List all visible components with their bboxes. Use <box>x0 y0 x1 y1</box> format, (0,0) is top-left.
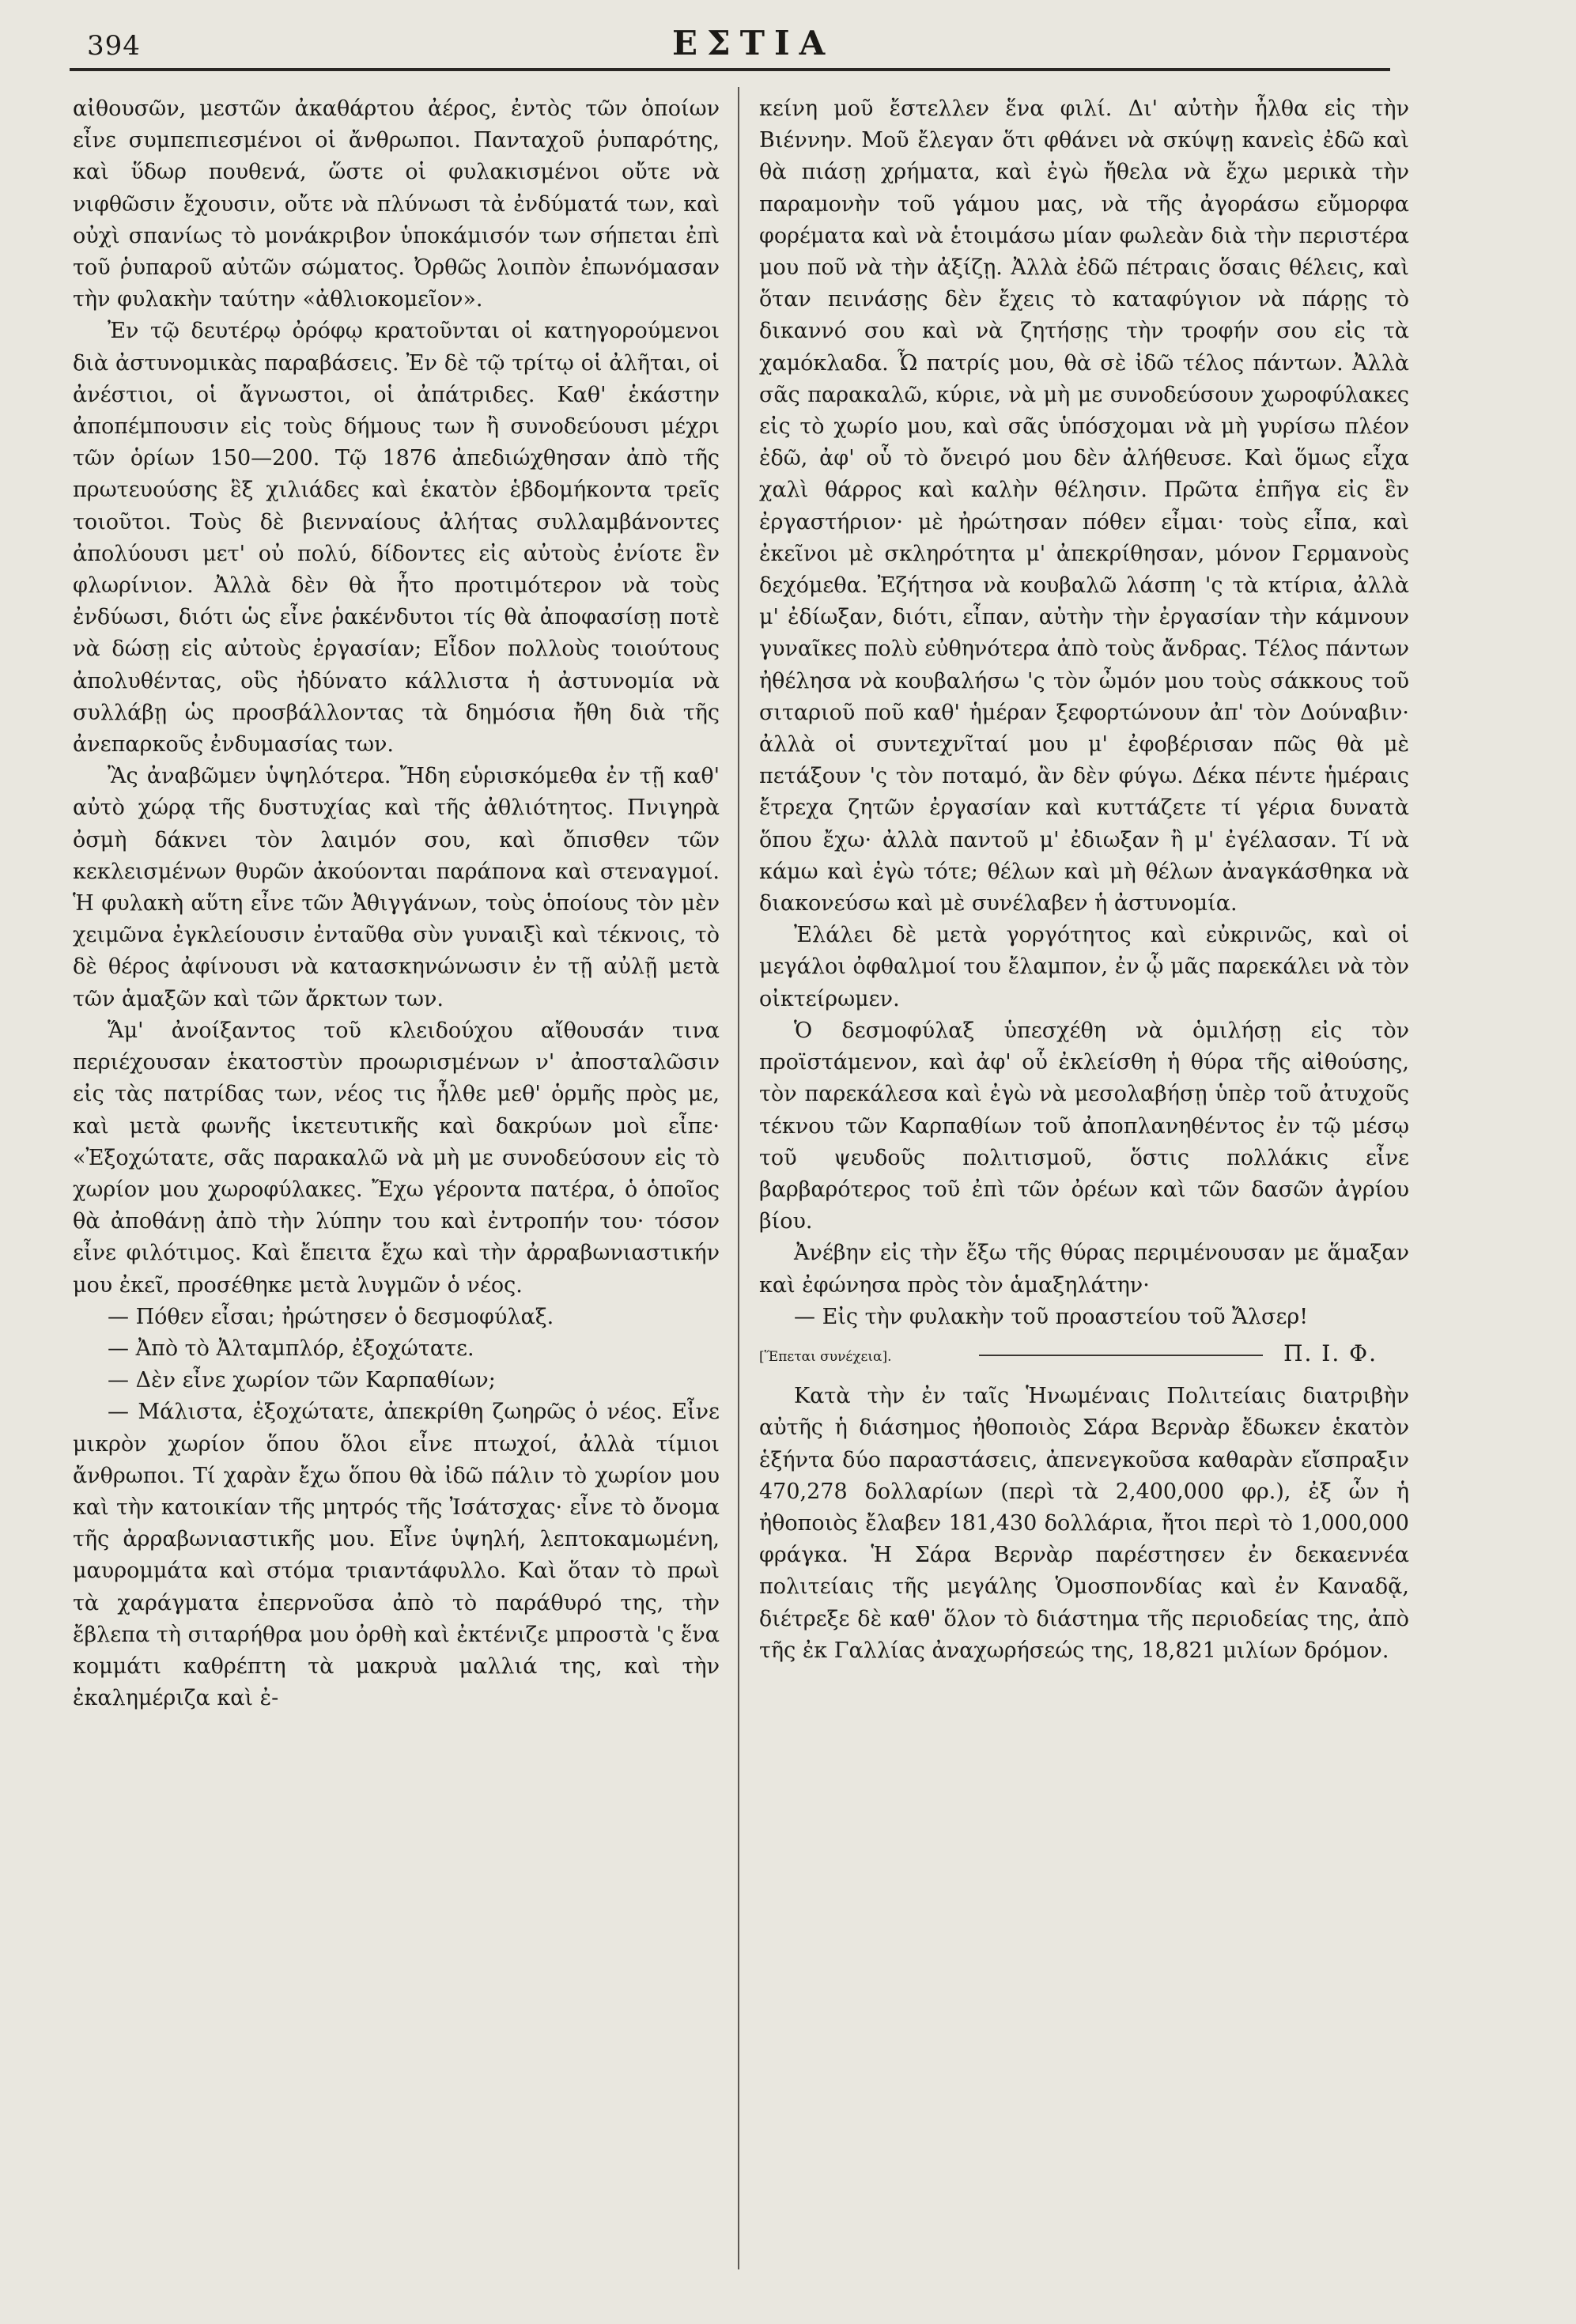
news-item: Κατὰ τὴν ἐν ταῖς Ἡνωμέναις Πολιτείαις διατριβὴν αὐτῆς ἡ διάσημος ἠθοποιὸς Σάρα Βερνὰρ ἔδωκεν ἑκατὸν ἑξήντα δύο παραστάσεις, ἀπενεγκοῦσα καθαρὰν εἴσπραξιν 470,278 δολλαρίων (περὶ τὰ 2,400,000 φρ.), ἐξ ὧν ἡ ἠθοποιὸς ἔλαβεν 181,430 δολλάρια, ἤτοι περὶ τὸ 1,000,000 φράγκα. Ἡ Σάρα Βερνὰρ παρέστησεν ἐν δεκαεννέα πολιτείαις τῆς μεγάλης Ὁμοσπονδίας καὶ ἐν Καναδᾷ, διέτρεξε δὲ καθ' ὅλον τὸ διάστημα τῆς περιοδείας της, ἀπὸ τῆς ἐκ Γαλλίας ἀναχωρήσεώς της, 18,821 μιλίων δρόμον. <box>759 1384 1409 1663</box>
page-number: 394 <box>87 30 141 62</box>
paragraph: κείνη μοῦ ἔστελλεν ἕνα φιλί. Δι' αὐτὴν ἦλθα εἰς τὴν Βιέννην. Μοῦ ἔλεγαν ὅτι φθάνει νὰ σκύψῃ κανεὶς ἐδῶ καὶ θὰ πιάσῃ χρήματα, καὶ ἐγὼ ἤθελα νὰ ἔχω μερικὰ τὴν παραμονὴν τοῦ γάμου μας, νὰ τῆς ἀγοράσω εὔμορφα φορέματα καὶ νὰ ἑτοιμάσω μίαν φωλεὰν διὰ τὴν περιστέρα μου ποῦ νὰ τὴν ἀξίζῃ. Ἀλλὰ ἐδῶ πέτραις ὅσαις θέλεις, καὶ ὅταν πεινάσῃς δὲν ἔχεις τὸ καταφύγιον νὰ πάρῃς τὸ δικαννό σου καὶ νὰ ζητήσῃς τὴν τροφήν σου εἰς τὰ χαμόκλαδα. Ὦ πατρίς μου, θὰ σὲ ἰδῶ τέλος πάντων. Ἀλλὰ σᾶς παρακαλῶ, κύριε, νὰ μὴ με συνοδεύσουν χωροφύλακες εἰς τὸ χωρίο μου, καὶ σᾶς ὑπόσχομαι νὰ μὴ γυρίσω πλέον ἐδῶ, ἀφ' οὗ τὸ ὄνειρό μου δὲν ἀλήθευσε. Καὶ ὅμως εἶχα χαλὶ θάρρος καὶ καλὴν θέλησιν. Πρῶτα ἐπῆγα εἰς ἓν ἐργαστήριον· μὲ ἠρώτησαν πόθεν εἶμαι· τοὺς εἶπα, καὶ ἐκεῖνοι μὲ σκληρότητα μ' ἀπεκρίθησαν, μόνον Γερμανοὺς δεχόμεθα. Ἐζήτησα νὰ κουβαλῶ λάσπη 'ς τὰ κτίρια, ἀλλὰ μ' ἐδίωξαν, διότι, εἶπαν, αὐτὴν τὴν ἐργασίαν τὴν κάμνουν γυναῖκες πολὺ εὐθηνότερα ἀπὸ τοὺς ἄνδρας. Τέλος πάντων ἠθέλησα νὰ κουβαλήσω 'ς τὸν ὦμόν μου τοὺς σάκκους τοῦ σιταριοῦ ποῦ καθ' ἡμέραν ξεφορτώνουν ἀπ' τὸν Δούναβιν· ἀλλὰ οἱ συντεχνῖταί μου μ' ἐφοβέρισαν πῶς θὰ μὲ πετάξουν 'ς τὸν ποταμό, ἂν δὲν φύγω. Δέκα πέντε ἡμέραις ἔτρεχα ζητῶν ἐργασίαν καὶ κυττάζετε τί γέρια δυνατὰ ὅπου ἔχω· ἀλλὰ παντοῦ μ' ἐδιωξαν ἢ μ' ἐγέλασαν. Τί νὰ κάμω καὶ ἐγὼ τότε; θέλων καὶ μὴ θέλων ἀναγκάσθηκα νὰ διακονεύσω καὶ μὲ συνέλαβεν ἡ ἀστυνομία. <box>759 96 1409 916</box>
paragraph: Ἐλάλει δὲ μετὰ γοργότητος καὶ εὐκρινῶς, καὶ οἱ μεγάλοι ὀφθαλμοί του ἔλαμπον, ἐν ᾧ μᾶς παρεκάλει νὰ τὸν οἰκτείρωμεν. <box>759 923 1409 1011</box>
author-signature: Π. Ι. Φ. <box>1283 1340 1378 1366</box>
column-divider <box>738 87 739 2269</box>
continuation-note: [Ἕπεται συνέχεια]. <box>759 1348 892 1365</box>
dialogue-line: — Πόθεν εἶσαι; ἠρώτησεν ὁ δεσμοφύλαξ. <box>108 1304 554 1329</box>
article-footer <box>759 1338 1409 1373</box>
paragraph: Ἀνέβην εἰς τὴν ἔξω τῆς θύρας περιμένουσαν με ἅμαξαν καὶ ἐφώνησα πρὸς τὸν ἁμαξηλάτην· <box>759 1241 1409 1298</box>
page-header <box>47 24 1392 66</box>
dialogue-line: — Εἰς τὴν φυλακὴν τοῦ προαστείου τοῦ Ἄλσερ! <box>794 1304 1309 1329</box>
paragraph: Ἂς ἀναβῶμεν ὑψηλότερα. Ἤδη εὑρισκόμεθα ἐν τῇ καθ' αὐτὸ χώρᾳ τῆς δυστυχίας καὶ τῆς ἀθλιότητος. Πνιγηρὰ ὀσμὴ δάκνει τὸν λαιμόν σου, καὶ ὄπισθεν τῶν κεκλεισμένων θυρῶν ἀκούονται παράπονα καὶ στεναγμοί. Ἡ φυλακὴ αὕτη εἶνε τῶν Ἀθιγγάνων, τοὺς ὁποίους τὸν μὲν χειμῶνα ἐγκλείουσιν ἐνταῦθα σὺν γυναιξὶ καὶ τέκνοις, τὸ δὲ θέρος ἀφίνουσι νὰ κατασκηνώνωσιν ἐν τῇ αὐλῇ μετὰ τῶν ἁμαξῶν καὶ τῶν ἄρκτων των. <box>73 764 720 1011</box>
separator-rule <box>979 1355 1264 1356</box>
dialogue-line: — Μάλιστα, ἐξοχώτατε, ἀπεκρίθη ζωηρῶς ὁ νέος. Εἶνε μικρὸν χωρίον ὅπου ὅλοι εἶνε πτωχοί, ἀλλὰ τίμιοι ἄνθρωποι. Τί χαρὰν ἔχω ὅπου θὰ ἰδῶ πάλιν τὸ χωρίον μου καὶ τὴν κατοικίαν τῆς μητρός τῆς Ἰσάτσχας· εἶνε τὸ ὄνομα τῆς ἀρραβωνιαστικῆς μου. Εἶνε ὑψηλή, λεπτοκαμωμένη, μαυρομμάτα καὶ στόμα τριαντάφυλλο. Καὶ ὅταν τὸ πρωὶ τὰ χαράγματα ἐπερνοῦσα ἀπὸ τὸ παράθυρό της, τὴν ἔβλεπα τὴ σιταρήθρα μου ὀρθὴ καὶ ἐκτένιζε μπροστὰ 'ς ἕνα κομμάτι καθρέπτη τὰ μακρυὰ μαλλιά της, καὶ τὴν ἐκαλημέριζα καὶ ἐ- <box>73 1400 720 1711</box>
right-column <box>759 93 1409 1667</box>
dialogue-line: — Δὲν εἶνε χωρίον τῶν Καρπαθίων; <box>108 1368 496 1393</box>
running-title: ΕΣΤΙΑ <box>672 24 835 62</box>
paragraph: Ὁ δεσμοφύλαξ ὑπεσχέθη νὰ ὁμιλήσῃ εἰς τὸν προϊστάμενον, καὶ ἀφ' οὗ ἐκλείσθη ἡ θύρα τῆς αἰθούσης, τὸν παρεκάλεσα καὶ ἐγὼ νὰ μεσολαβήσῃ ὑπὲρ τοῦ ἀτυχοῦς τέκνου τῶν Καρπαθίων τοῦ ἀποπλανηθέντος ἐν τῷ μέσῳ τοῦ ψευδοῦς πολιτισμοῦ, ὅστις πολλάκις εἶνε βαρβαρότερος τοῦ ἐπὶ τῶν ὀρέων καὶ τῶν δασῶν ἀγρίου βίου. <box>759 1018 1409 1234</box>
dialogue-line: — Ἀπὸ τὸ Ἀλταμπλόρ, ἐξοχώτατε. <box>108 1336 474 1361</box>
paragraph: αἰθουσῶν, μεστῶν ἀκαθάρτου ἀέρος, ἐντὸς τῶν ὁποίων εἶνε συμπεπιεσμένοι οἱ ἄνθρωποι. Πανταχοῦ ῥυπαρότης, καὶ ὕδωρ πουθενά, ὥστε οἱ φυλακισμένοι οὔτε νὰ νιφθῶσιν ἔχουσιν, οὔτε νὰ πλύνωσι τὰ ἐνδύματά των, καὶ οὐχὶ σπανίως τὸ μονάκριβον ὑποκάμισόν των σήπεται ἐπὶ τοῦ ῥυπαροῦ αὐτῶν σώματος. Ὀρθῶς λοιπὸν ἐπωνόμασαν τὴν φυλακὴν ταύτην «ἀθλιοκομεῖον». <box>73 96 720 312</box>
header-rule <box>70 68 1390 71</box>
paragraph: Ἅμ' ἀνοίξαντος τοῦ κλειδούχου αἴθουσάν τινα περιέχουσαν ἑκατοστὺν προωρισμένων ν' ἀποσταλῶσιν εἰς τὰς πατρίδας των, νέος τις ἦλθε μεθ' ὁρμῆς πρὸς με, καὶ μετὰ φωνῆς ἱκετευτικῆς καὶ δακρύων μοὶ εἶπε· «Ἐξοχώτατε, σᾶς παρακαλῶ νὰ μὴ με συνοδεύσουν εἰς τὸ χωρίον μου χωροφύλακες. Ἔχω γέροντα πατέρα, ὁ ὁποῖος θὰ ἀποθάνῃ ἀπὸ τὴν λύπην του καὶ ἐντροπήν του· τόσον εἶνε φιλότιμος. Καὶ ἔπειτα ἔχω καὶ τὴν ἀρραβωνιαστικήν μου ἐκεῖ, προσέθηκε μετὰ λυγμῶν ὁ νέος. <box>73 1018 720 1298</box>
paragraph: Ἐν τῷ δευτέρῳ ὀρόφῳ κρατοῦνται οἱ κατηγορούμενοι διὰ ἀστυνομικὰς παραβάσεις. Ἐν δὲ τῷ τρίτῳ οἱ ἀλῆται, οἱ ἀνέστιοι, οἱ ἄγνωστοι, οἱ ἀπάτριδες. Καθ' ἑκάστην ἀποπέμπουσιν εἰς τοὺς δήμους των ἢ συνοδεύουσι μέχρι τῶν ὁρίων 150—200. Τῷ 1876 ἀπεδιώχθησαν ἀπὸ τῆς πρωτευούσης ἓξ χιλιάδες καὶ ἑκατὸν ἑβδομήκοντα τρεῖς τοιοῦτοι. Τοὺς δὲ βιενναίους ἀλήτας συλλαμβάνοντες ἀπολύουσι μετ' οὐ πολύ, δίδοντες εἰς αὐτοὺς ἐνίοτε ἓν φλωρίνιον. Ἀλλὰ δὲν θὰ ἦτο προτιμότερον νὰ τοὺς ἐνδύωσι, διότι ὡς εἶνε ῥακένδυτοι τίς θὰ ἀποφασίσῃ ποτὲ νὰ δώσῃ εἰς αὐτοὺς ἐργασίαν; Εἶδον πολλοὺς τοιούτους ἀπολυθέντας, οὓς ἠδύνατο κάλλιστα ἡ ἀστυνομία νὰ συλλάβῃ ὡς προσβάλλοντας τὰ δημόσια ἤθη διὰ τῆς ἀνεπαρκοῦς ἐνδυμασίας των. <box>73 319 720 758</box>
left-column <box>73 93 720 1714</box>
